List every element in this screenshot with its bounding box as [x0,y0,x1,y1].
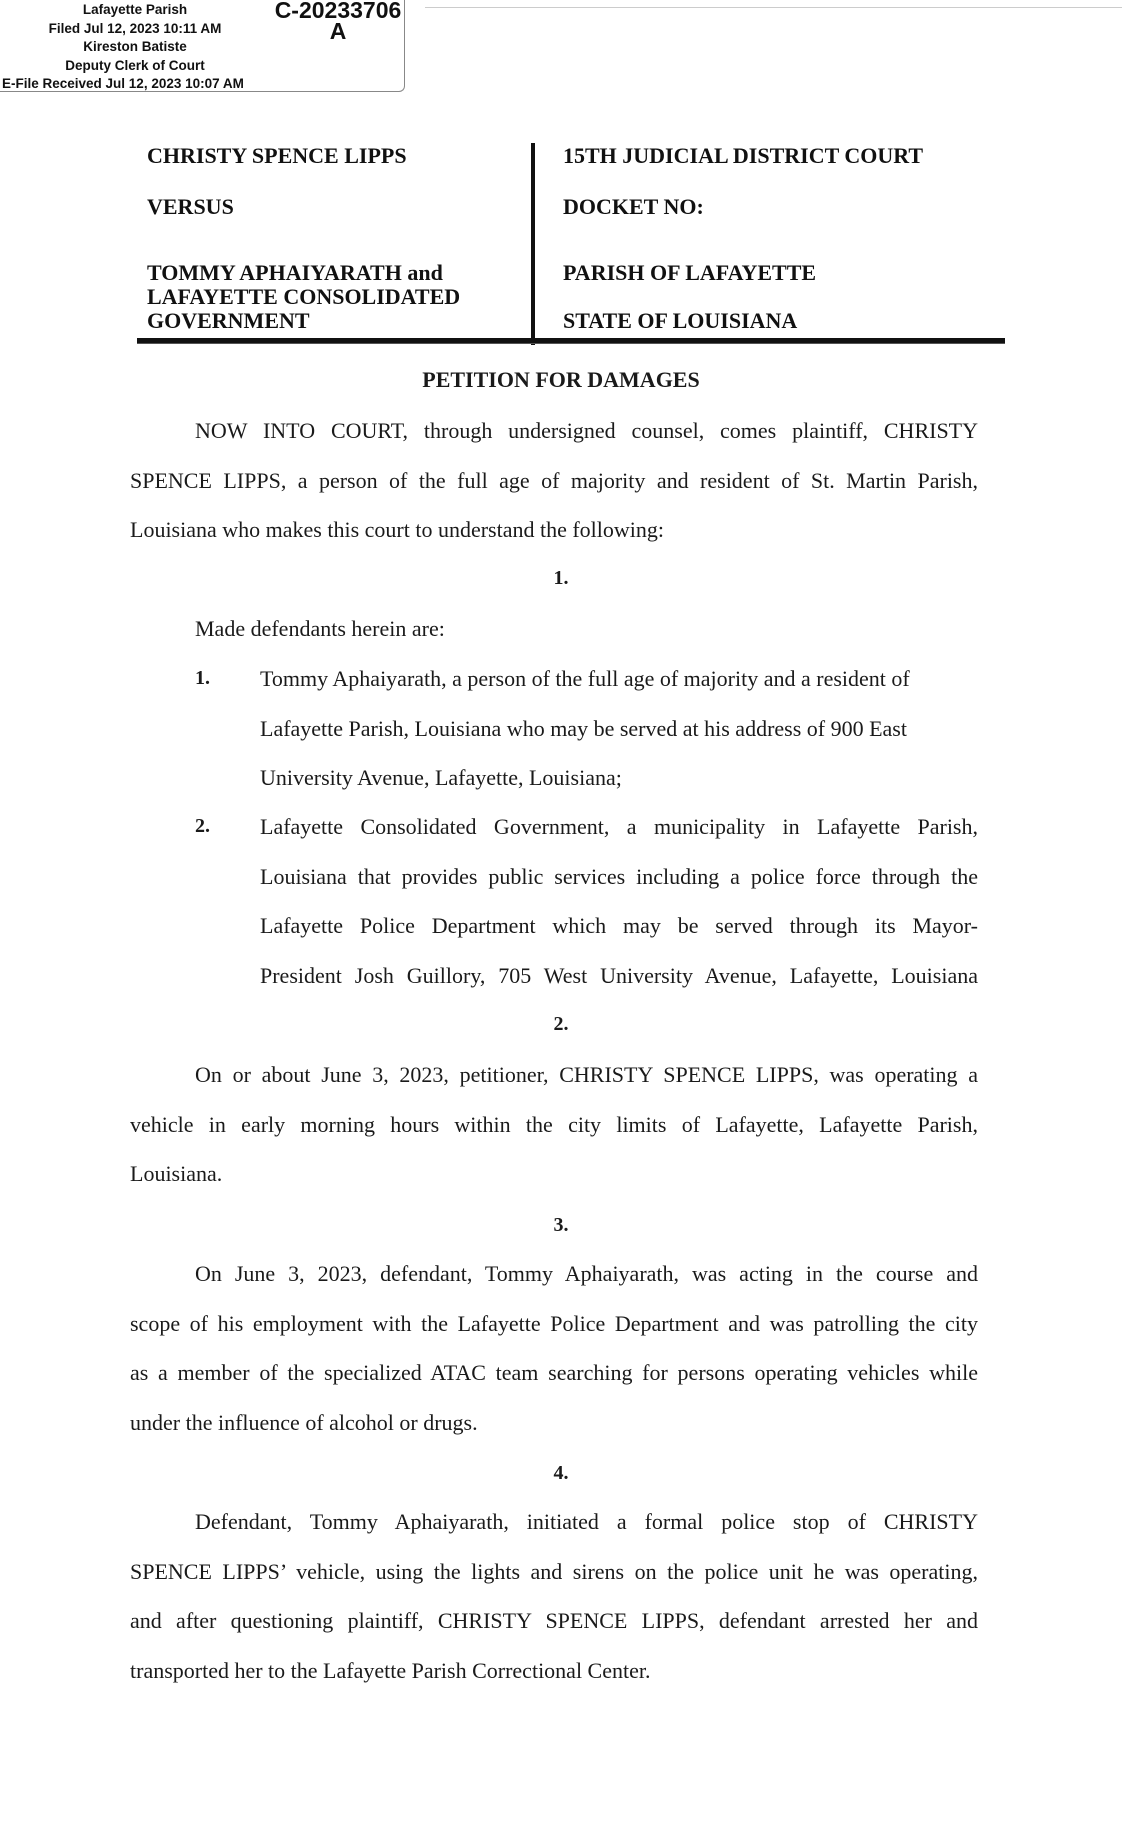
defendant-line-1: TOMMY APHAIYARATH and [147,260,443,285]
text-line: Tommy Aphaiyarath, a person of the full age of majority and a resident of [260,666,910,691]
header-rule [425,7,1122,8]
intro-paragraph [130,406,978,555]
stamp-clerk-name: Kireston Batiste [83,39,187,54]
text-line: Defendant, Tommy Aphaiyarath, initiated a formal police stop of CHRISTY [195,1509,978,1534]
case-division: A [329,18,347,44]
stamp-efile-received: E-File Received Jul 12, 2023 10:07 AM [2,76,244,91]
text-line: On June 3, 2023, defendant, Tommy Aphaiyarath, was acting in the course and [195,1261,978,1286]
court-name: 15TH JUDICIAL DISTRICT COURT [563,143,924,168]
versus-label: VERSUS [147,194,234,219]
text-line: On or about June 3, 2023, petitioner, CHRISTY SPENCE LIPPS, was operating a [195,1062,978,1087]
defendant-line-3: GOVERNMENT [147,308,310,333]
docket-number: DOCKET NO: [563,194,704,219]
caption-underline [137,338,1005,344]
parish-label: PARISH OF LAFAYETTE [563,260,817,285]
section-number: 3. [553,1214,569,1236]
text-line: under the influence of alcohol or drugs. [130,1409,478,1435]
document-title: PETITION FOR DAMAGES [422,367,700,392]
defendant-line-2: LAFAYETTE CONSOLIDATED [147,284,461,309]
text-line: University Avenue, Lafayette, Louisiana; [260,765,622,791]
list-number: 2. [195,815,210,837]
text-line: vehicle in early morning hours within the city limits of Lafayette, Lafayette Parish, [130,1111,978,1137]
caption-divider [531,143,535,345]
text-line: Louisiana who makes this court to understand the following: [130,517,665,543]
section-1-lead: Made defendants herein are: [195,616,445,641]
text-line: scope of his employment with the Lafayette Police Department and was patrolling the city [130,1310,978,1336]
text-line: Lafayette Parish, Louisiana who may be served at his address of 900 East [260,715,907,741]
text-line: NOW INTO COURT, through undersigned counsel, comes plaintiff, CHRISTY [195,418,978,443]
case-number: C-20233706 [274,0,402,23]
text-line: SPENCE LIPPS’ vehicle, using the lights and sirens on the police unit he was operating, [130,1558,978,1584]
section-3-paragraph [130,1249,978,1447]
section-number: 2. [553,1013,569,1035]
text-line: as a member of the specialized ATAC team searching for persons operating vehicles while [130,1360,978,1386]
text-line: and after questioning plaintiff, CHRISTY SPENCE LIPPS, defendant arrested her and [130,1608,978,1634]
text-line: SPENCE LIPPS, a person of the full age of majority and resident of St. Martin Parish, [130,467,978,493]
stamp-clerk-title: Deputy Clerk of Court [65,57,205,73]
text-line: Louisiana that provides public services including a police force through the [260,863,978,889]
filing-stamp [0,0,405,92]
text-line: Lafayette Consolidated Government, a municipality in Lafayette Parish, [260,814,978,839]
section-number: 1. [553,567,569,589]
section-4-paragraph [130,1497,978,1695]
stamp-parish: Lafayette Parish [82,2,188,17]
state-label: STATE OF LOUISIANA [563,308,798,333]
plaintiff-name: CHRISTY SPENCE LIPPS [147,143,407,168]
text-line: Louisiana. [130,1161,223,1187]
list-number: 1. [195,667,210,689]
section-2-paragraph [130,1050,978,1199]
text-line: President Josh Guillory, 705 West University Avenue, Lafayette, Louisiana [260,962,978,988]
text-line: Lafayette Police Department which may be served through its Mayor- [260,913,978,939]
section-number: 4. [553,1462,569,1484]
text-line: transported her to the Lafayette Parish Correctional Center. [130,1657,651,1683]
stamp-filed: Filed Jul 12, 2023 10:11 AM [48,20,222,36]
